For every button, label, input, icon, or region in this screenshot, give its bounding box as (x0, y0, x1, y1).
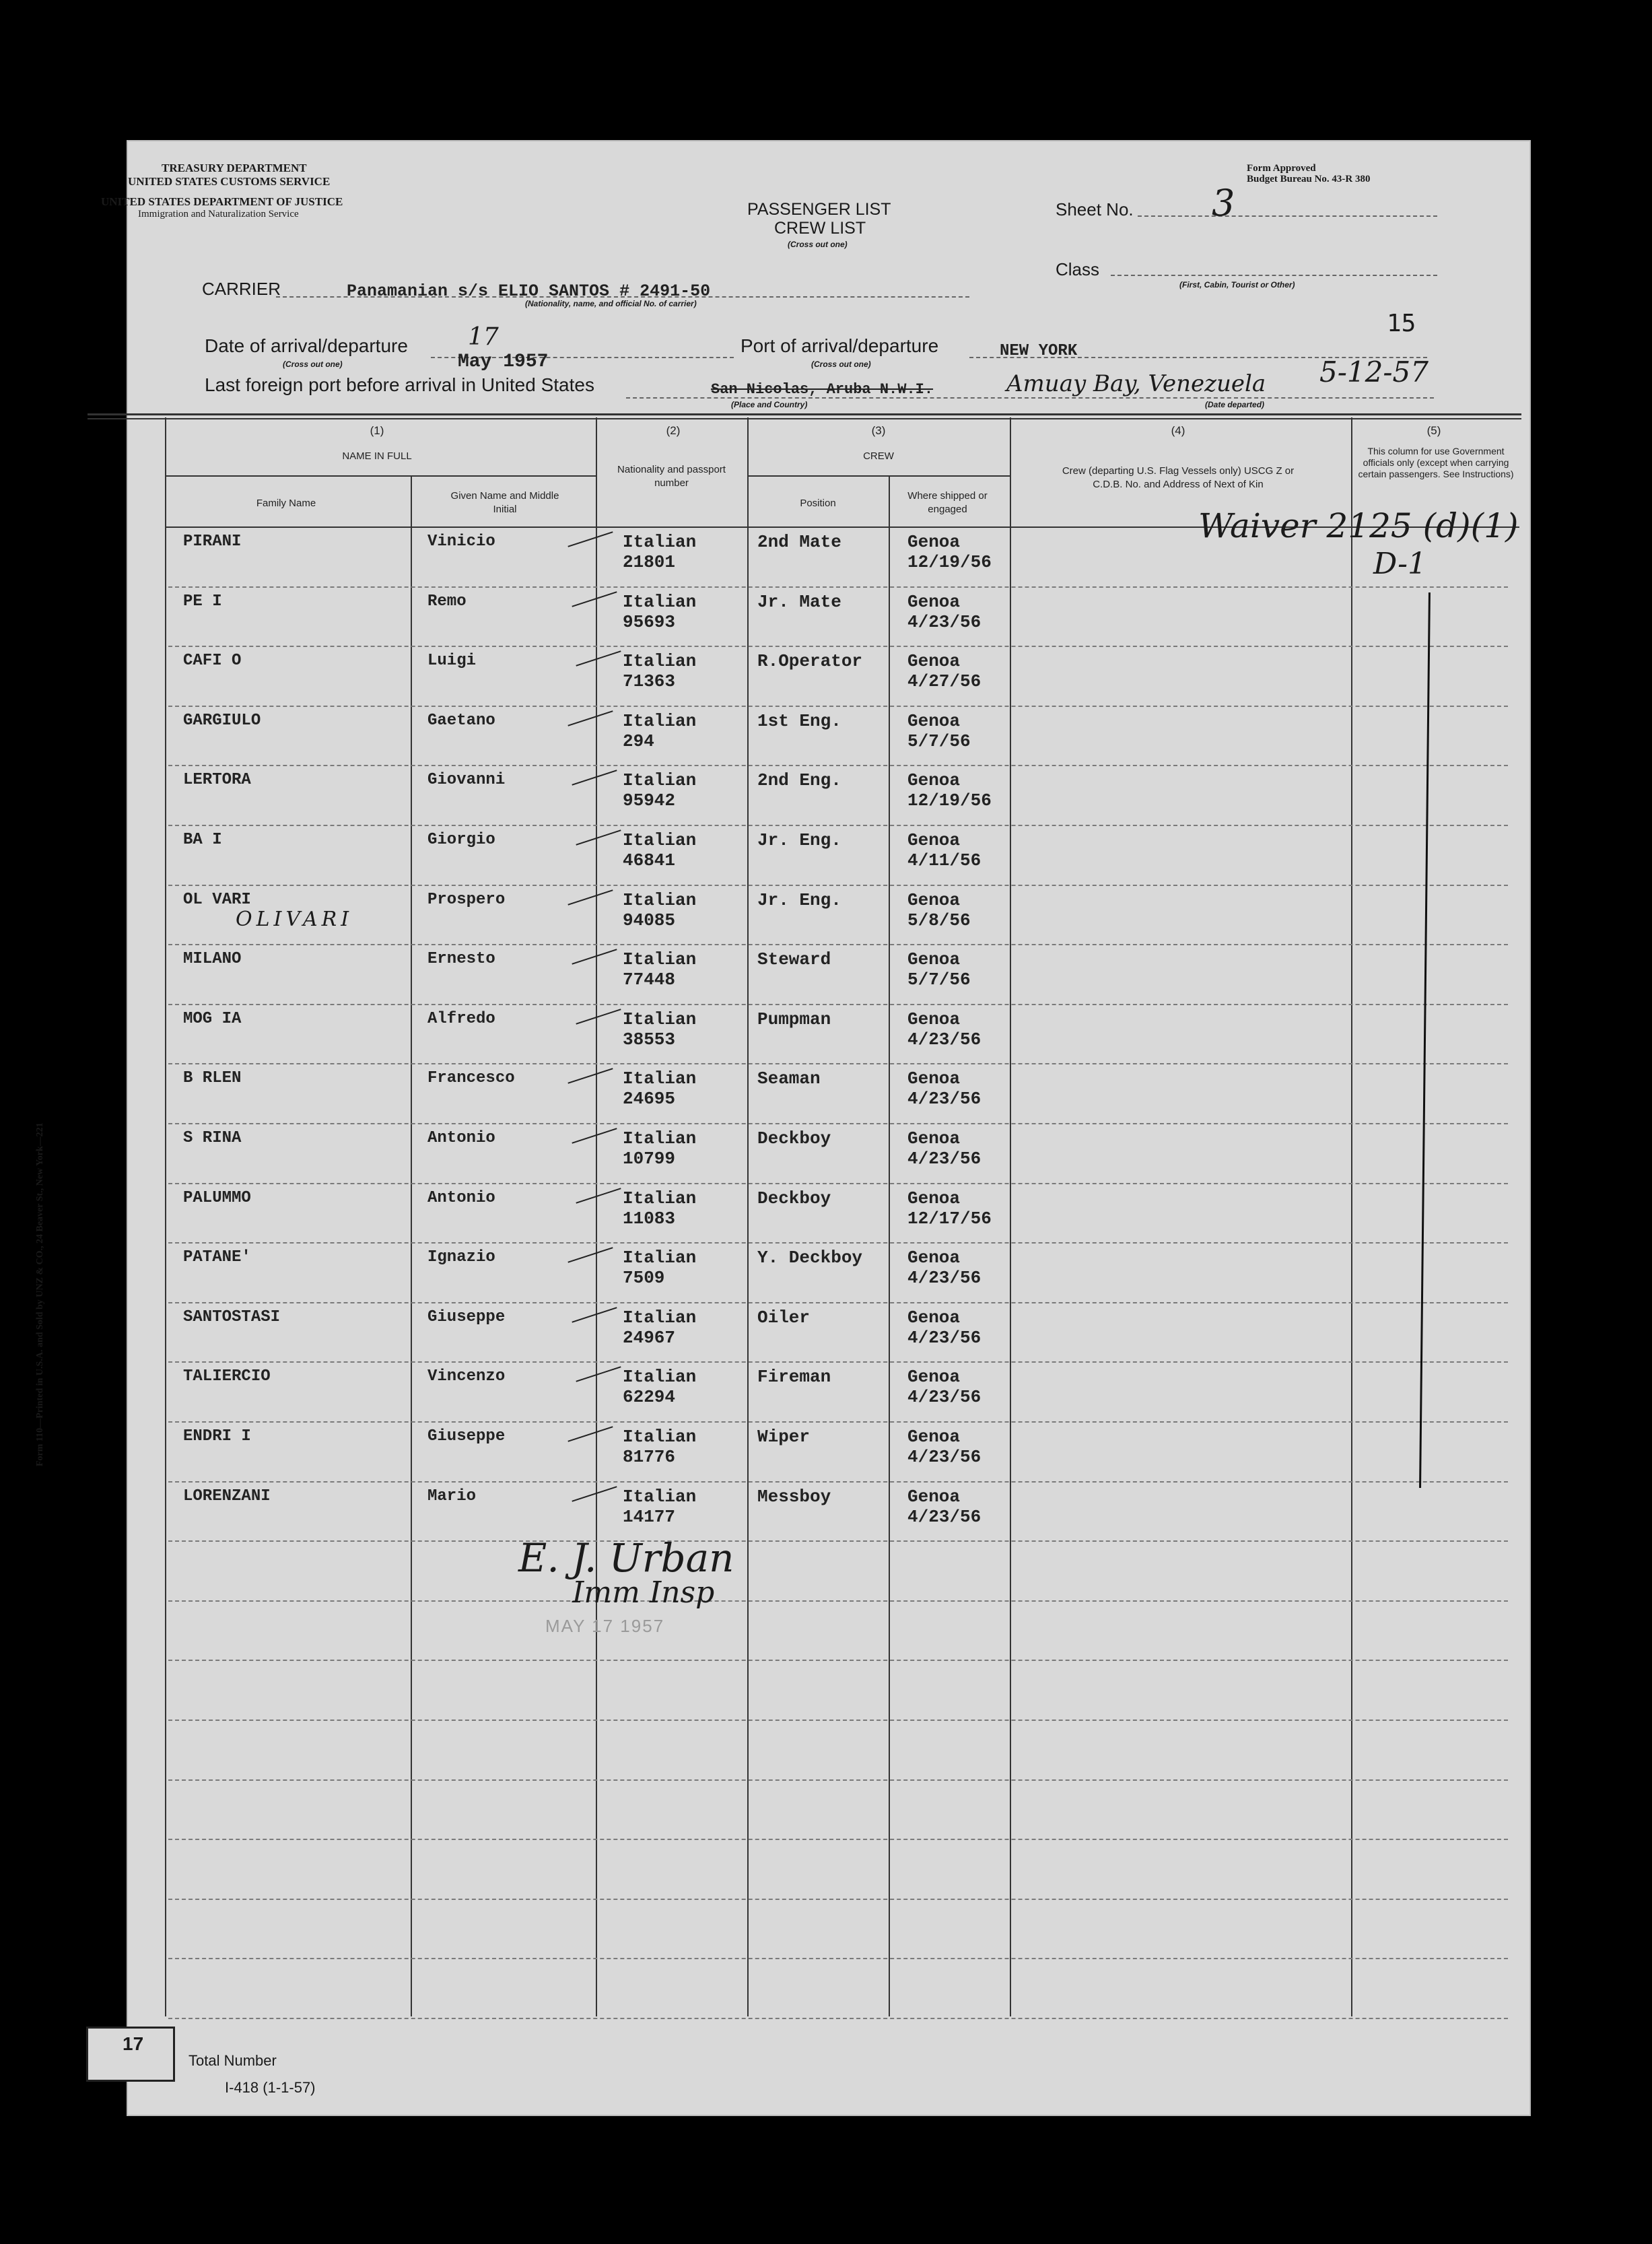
given-name-cell: Ernesto (427, 950, 495, 969)
position-cell: Fireman (757, 1367, 831, 1388)
col-sep-3 (747, 417, 749, 2016)
given-name-cell: Prospero (427, 890, 506, 909)
agency-line-1: TREASURY DEPARTMENT (162, 162, 307, 174)
nationality-cell: Italian (623, 1009, 697, 1029)
position-cell: Jr. Mate (757, 591, 841, 612)
row-separator (168, 1421, 1508, 1423)
sheet-line (1138, 215, 1437, 217)
position-cell: Y. Deckboy (757, 1248, 863, 1268)
position-cell: Steward (757, 949, 831, 970)
nationality-cell: Italian (623, 1128, 697, 1149)
given-name-cell: Gaetano (427, 711, 495, 730)
family-name-cell: LORENZANI (183, 1487, 271, 1505)
col-sep-6 (1351, 417, 1352, 2016)
passport-number-cell: 24695 (623, 1089, 676, 1110)
date-departed-note: (Date departed) (1205, 400, 1265, 409)
row-separator (168, 1779, 1508, 1781)
date-value-hand: 17 (468, 323, 499, 351)
position-cell: Wiper (757, 1427, 811, 1447)
shipped-date-cell: 12/19/56 (907, 790, 992, 811)
subheader-rule-1 (166, 475, 596, 477)
subheader-rule-3 (749, 475, 1010, 477)
nationality-cell: Italian (623, 1367, 697, 1388)
family-name-cell: PALUMMO (183, 1188, 251, 1207)
port-value: NEW YORK (1000, 342, 1078, 360)
shipped-date-cell: 4/23/56 (907, 1029, 982, 1050)
given-name-cell: Giovanni (427, 771, 506, 790)
agency-line-2: UNITED STATES CUSTOMS SERVICE (128, 175, 331, 188)
family-name-cell: S RINA (183, 1129, 242, 1147)
shipped-port-cell: Genoa (907, 1427, 961, 1447)
position-cell: Deckboy (757, 1128, 831, 1149)
class-line (1111, 275, 1437, 276)
total-label: Total Number (188, 2052, 277, 2069)
agency-line-3: UNITED STATES DEPARTMENT OF JUSTICE (101, 195, 343, 208)
col1-title: NAME IN FULL (342, 450, 412, 462)
position-cell: Seaman (757, 1068, 821, 1089)
position-cell: 2nd Mate (757, 532, 841, 552)
shipped-port-cell: Genoa (907, 1188, 961, 1209)
family-name-cell: PE I (183, 592, 222, 611)
row-separator (168, 1660, 1508, 1661)
passport-number-cell: 95942 (623, 790, 676, 811)
shipped-port-cell: Genoa (907, 830, 961, 850)
row-separator (168, 1123, 1508, 1124)
row-separator (168, 1183, 1508, 1184)
row-separator (168, 1063, 1508, 1064)
row-separator (168, 1958, 1508, 1959)
last-port-hand: Amuay Bay, Venezuela (1006, 370, 1266, 397)
position-cell: 1st Eng. (757, 710, 841, 731)
shipped-date-cell: 5/7/56 (907, 730, 971, 751)
row-separator (168, 2018, 1508, 2019)
position-cell: 2nd Eng. (757, 770, 841, 791)
shipped-date-cell: 12/19/56 (907, 552, 992, 572)
shipped-port-cell: Genoa (907, 1367, 961, 1388)
passport-number-cell: 7509 (623, 1268, 665, 1289)
col3-title: CREW (863, 450, 894, 462)
row-separator (168, 944, 1508, 945)
position-cell: Jr. Eng. (757, 830, 841, 850)
family-name-cell: TALIERCIO (183, 1367, 271, 1386)
given-name-cell: Mario (427, 1487, 477, 1505)
col2-title: Nationality and passport number (617, 464, 726, 489)
passport-number-cell: 46841 (623, 850, 676, 871)
date-departed-hand: 5-12-57 (1319, 355, 1429, 388)
side-print: Form 110—Printed in U.S.A. and Sold by UNZ & CO., 24 Beaver St., New York—221 (35, 1122, 45, 1466)
family-name-cell: MILANO (183, 950, 242, 969)
sheet-value: 3 (1212, 182, 1235, 224)
nationality-cell: Italian (623, 651, 697, 672)
shipped-port-cell: Genoa (907, 651, 961, 672)
form-code: I-418 (1-1-57) (225, 2079, 316, 2096)
port-note: (Cross out one) (811, 360, 871, 369)
title-note: (Cross out one) (788, 240, 848, 249)
nationality-cell: Italian (623, 949, 697, 970)
given-name-cell: Giuseppe (427, 1307, 506, 1326)
table-top-rule-2 (88, 418, 1521, 419)
row-separator (168, 1242, 1508, 1244)
nationality-cell: Italian (623, 770, 697, 791)
row-separator (168, 1004, 1508, 1005)
nationality-cell: Italian (623, 1248, 697, 1268)
shipped-port-cell: Genoa (907, 591, 961, 612)
date-label: Date of arrival/departure (205, 335, 408, 356)
position-cell: R.Operator (757, 651, 863, 672)
date-stamp: MAY 17 1957 (545, 1616, 665, 1636)
shipped-date-cell: 5/7/56 (907, 970, 971, 990)
given-name-cell: Ignazio (427, 1248, 495, 1267)
inspector-signature: E. J. Urban (518, 1535, 734, 1581)
passport-number-cell: 294 (623, 730, 654, 751)
row-separator (168, 1361, 1508, 1363)
family-name-cell: GARGIULO (183, 711, 261, 730)
given-name-cell: Vinicio (427, 533, 495, 551)
col5-number: (5) (1426, 424, 1441, 437)
col1a-title: Family Name (256, 498, 316, 509)
nationality-cell: Italian (623, 1307, 697, 1328)
page-number: 15 (1387, 310, 1416, 337)
shipped-port-cell: Genoa (907, 1486, 961, 1507)
shipped-port-cell: Genoa (907, 1248, 961, 1268)
row-separator (168, 1720, 1508, 1721)
col4-title: Crew (departing U.S. Flag Vessels only) USCG Z or C.D.B. No. and Address of Next of Kin (1062, 465, 1295, 490)
family-name-cell: CAFI O (183, 652, 242, 671)
shipped-port-cell: Genoa (907, 1068, 961, 1089)
shipped-port-cell: Genoa (907, 710, 961, 731)
passport-number-cell: 95693 (623, 611, 676, 632)
shipped-date-cell: 4/23/56 (907, 611, 982, 632)
position-cell: Deckboy (757, 1188, 831, 1209)
col5-waiver-note: Waiver 2125 (d)(1) (1198, 506, 1519, 545)
carrier-note: (Nationality, name, and official No. of carrier) (525, 299, 697, 308)
col-sep-5 (1010, 417, 1011, 2016)
class-note: (First, Cabin, Tourist or Other) (1179, 280, 1295, 290)
shipped-date-cell: 4/11/56 (907, 850, 982, 871)
row-separator (168, 706, 1508, 707)
shipped-date-cell: 5/8/56 (907, 910, 971, 930)
shipped-date-cell: 4/23/56 (907, 1506, 982, 1527)
shipped-date-cell: 4/23/56 (907, 1327, 982, 1348)
agency-line-4: Immigration and Naturalization Service (138, 209, 299, 219)
shipped-port-cell: Genoa (907, 1307, 961, 1328)
given-name-cell: Antonio (427, 1188, 495, 1207)
shipped-port-cell: Genoa (907, 1009, 961, 1029)
passport-number-cell: 94085 (623, 910, 676, 930)
class-label: Class (1056, 259, 1100, 279)
passport-number-cell: 81776 (623, 1447, 676, 1467)
place-note: (Place and Country) (731, 400, 808, 409)
shipped-date-cell: 4/23/56 (907, 1089, 982, 1110)
nationality-cell: Italian (623, 1068, 697, 1089)
passport-number-cell: 11083 (623, 1208, 676, 1229)
shipped-date-cell: 4/27/56 (907, 671, 982, 692)
col3b-title: Where shipped or engaged (907, 490, 988, 515)
shipped-port-cell: Genoa (907, 949, 961, 970)
olivari-handwritten: OLIVARI (236, 908, 353, 931)
last-port-label: Last foreign port before arrival in United States (205, 374, 594, 395)
family-name-cell: B RLEN (183, 1069, 242, 1088)
nationality-cell: Italian (623, 889, 697, 910)
col1-number: (1) (370, 424, 384, 437)
last-port-typed: San Nicolas, Aruba N.W.I. (711, 381, 934, 398)
total-box-value: 17 (123, 2033, 144, 2054)
table-left-border (165, 417, 166, 2016)
given-name-cell: Vincenzo (427, 1367, 506, 1386)
shipped-date-cell: 4/23/56 (907, 1387, 982, 1408)
carrier-value: Panamanian s/s ELIO SANTOS # 2491-50 (347, 281, 711, 301)
shipped-date-cell: 4/23/56 (907, 1268, 982, 1289)
col3-number: (3) (871, 424, 886, 437)
form-approved: Form Approved (1247, 163, 1316, 174)
title-crew-list: CREW LIST (774, 219, 866, 238)
given-name-cell: Alfredo (427, 1009, 495, 1028)
given-name-cell: Giuseppe (427, 1427, 506, 1446)
family-name-cell: SANTOSTASI (183, 1307, 281, 1326)
col-sep-2 (596, 417, 597, 2016)
sheet-label: Sheet No. (1056, 199, 1134, 219)
passport-number-cell: 24967 (623, 1327, 676, 1348)
budget-bureau: Budget Bureau No. 43-R 380 (1247, 174, 1371, 184)
col1b-title: Given Name and Middle Initial (450, 490, 559, 515)
position-cell: Jr. Eng. (757, 889, 841, 910)
row-separator (168, 1839, 1508, 1840)
nationality-cell: Italian (623, 591, 697, 612)
col5-title: This column for use Government officials only (except when carrying certain passengers. See Instructions) (1358, 446, 1514, 479)
carrier-label: CARRIER (202, 279, 281, 299)
passport-number-cell: 14177 (623, 1506, 676, 1527)
row-separator (168, 825, 1508, 826)
passport-number-cell: 38553 (623, 1029, 676, 1050)
port-label: Port of arrival/departure (741, 335, 939, 356)
family-name-cell: MOG IA (183, 1009, 242, 1028)
given-name-cell: Francesco (427, 1069, 515, 1088)
nationality-cell: Italian (623, 532, 697, 552)
nationality-cell: Italian (623, 1188, 697, 1209)
row-separator (168, 1302, 1508, 1303)
col4-number: (4) (1171, 424, 1185, 437)
row-separator (168, 646, 1508, 647)
given-name-cell: Luigi (427, 652, 477, 671)
nationality-cell: Italian (623, 1486, 697, 1507)
passport-number-cell: 77448 (623, 970, 676, 990)
row-separator (168, 885, 1508, 886)
row-separator (168, 1600, 1508, 1602)
given-name-cell: Antonio (427, 1129, 495, 1147)
shipped-port-cell: Genoa (907, 889, 961, 910)
shipped-port-cell: Genoa (907, 1128, 961, 1149)
date-value: May 1957 (458, 351, 549, 372)
passport-number-cell: 10799 (623, 1149, 676, 1169)
passport-number-cell: 62294 (623, 1387, 676, 1408)
row-separator (168, 586, 1508, 588)
inspector-title: Imm Insp (572, 1575, 715, 1610)
col3a-title: Position (800, 498, 836, 509)
passport-number-cell: 71363 (623, 671, 676, 692)
family-name-cell: LERTORA (183, 771, 251, 790)
col5-waiver-note-2: D-1 (1373, 547, 1426, 581)
row-separator (168, 1899, 1508, 1900)
given-name-cell: Remo (427, 592, 467, 611)
shipped-date-cell: 4/23/56 (907, 1447, 982, 1467)
given-name-cell: Giorgio (427, 831, 495, 849)
family-name-cell: PATANE' (183, 1248, 251, 1267)
family-name-cell: OL VARI (183, 890, 251, 909)
position-cell: Oiler (757, 1307, 811, 1328)
position-cell: Messboy (757, 1486, 831, 1507)
nationality-cell: Italian (623, 710, 697, 731)
row-separator (168, 1481, 1508, 1483)
shipped-port-cell: Genoa (907, 532, 961, 552)
nationality-cell: Italian (623, 1427, 697, 1447)
title-passenger-list: PASSENGER LIST (747, 200, 891, 219)
passport-number-cell: 21801 (623, 552, 676, 572)
col2-number: (2) (666, 424, 681, 437)
nationality-cell: Italian (623, 830, 697, 850)
row-separator (168, 765, 1508, 766)
family-name-cell: BA I (183, 831, 222, 849)
shipped-date-cell: 12/17/56 (907, 1208, 992, 1229)
family-name-cell: ENDRI I (183, 1427, 251, 1446)
position-cell: Pumpman (757, 1009, 831, 1029)
shipped-date-cell: 4/23/56 (907, 1149, 982, 1169)
date-note: (Cross out one) (283, 360, 343, 369)
row-separator (168, 1540, 1508, 1542)
table-top-rule (88, 413, 1521, 415)
family-name-cell: PIRANI (183, 533, 242, 551)
shipped-port-cell: Genoa (907, 770, 961, 791)
